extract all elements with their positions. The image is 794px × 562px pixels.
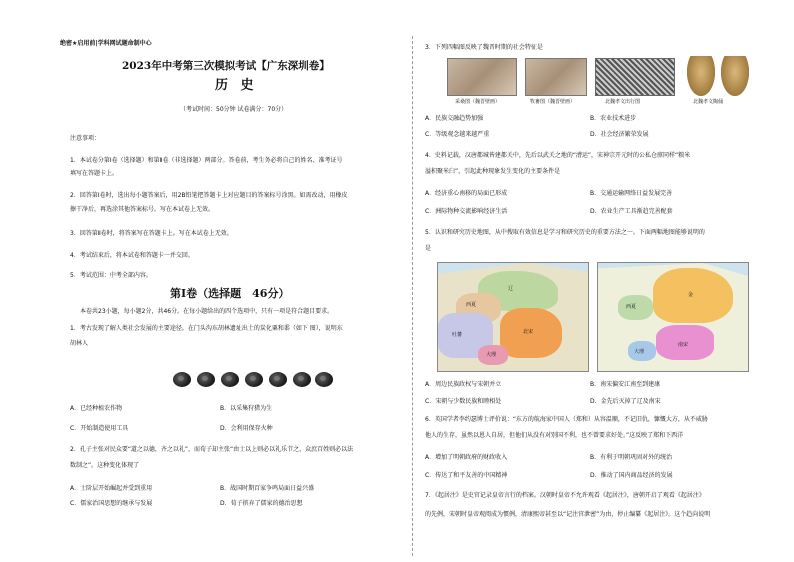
pottery-figurine-image	[721, 56, 749, 96]
map-label: 南宋	[678, 342, 689, 348]
exam-title: 2023年中考第三次模拟考试【广东深圳卷】	[122, 60, 330, 72]
question-4-stem: 4．史料记载，汉唐都城皆建都关中，先后以武关之地的“漕运”，宋神宗开元时的公私仓廪同样“粮米	[425, 152, 691, 159]
option-b[interactable]: B．有利于明朝巩固对外的统治	[590, 454, 673, 461]
note-line: 1．本试卷分第Ⅰ卷（选择题）和第Ⅱ卷（非选择题）两部分。答卷前，考生务必将自己的姓名、准考证号	[70, 157, 343, 164]
song-liao-map	[437, 262, 589, 372]
option-d[interactable]: D．会利用保存火种	[220, 425, 273, 432]
question-5-stem: 是	[425, 245, 432, 252]
option-a[interactable]: A．增加了明朝政府的财政收入	[425, 454, 508, 461]
option-c[interactable]: C．开始制造使用工具	[70, 425, 129, 432]
option-b[interactable]: B．农业技术进步	[590, 115, 637, 122]
option-b[interactable]: B．交通运输网络日益发展完善	[590, 190, 673, 197]
option-d[interactable]: D．社会经济繁荣发展	[590, 131, 649, 138]
option-a[interactable]: A．士阶层开始崛起并受到重用	[70, 485, 153, 492]
notes-heading: 注意事项：	[70, 135, 101, 142]
question-1-stem: 胡林人	[70, 340, 89, 347]
map-label: 西夏	[466, 302, 477, 308]
note-line: 填写在答题卡上。	[70, 170, 119, 177]
map-label: 金	[688, 292, 694, 298]
image-caption: 北魏孝文陶俑	[693, 99, 724, 105]
option-b[interactable]: B．南宋偏安江南至到建康	[590, 381, 661, 388]
option-c[interactable]: C．宋朝与少数民族和睦相处	[425, 398, 502, 405]
grain-photo	[173, 372, 191, 387]
question-7-stem: 的先例，宋朝时皇帝观阅成为惯例，清康熙帝甚至以“记注官泄密”为由，停止编纂《起居注》。这个趋向说明	[425, 511, 711, 518]
map-label: 吐蕃	[452, 332, 463, 338]
column-divider	[412, 36, 414, 556]
question-4-stem: 溢积聚米臼”，引起此种现象发生变化的主要条件是	[425, 168, 561, 175]
option-c[interactable]: C．等级观念越来越严重	[425, 131, 490, 138]
section-title: 第Ⅰ卷（选择题 46分）	[170, 287, 290, 300]
subject-title: 历 史	[215, 78, 258, 93]
option-c[interactable]: C．洲际物种交流影响经济生活	[425, 208, 508, 215]
image-caption: 北魏孝文出行图	[605, 99, 641, 105]
grain-photo	[197, 372, 215, 387]
pottery-figurine-image	[687, 56, 715, 96]
option-d[interactable]: D．推动了国内商品经济的发展	[590, 472, 673, 479]
question-5-stem: 5．认识和研究历史地图，从中搜取有效信息是学习和研究历史的重要方法之一。下面两幅地图能够说明的	[425, 229, 705, 236]
map-label: 北宋	[523, 329, 534, 335]
grain-photo	[315, 372, 333, 387]
map-label: 西夏	[626, 304, 637, 310]
note-line: 5．考试范围：中考全部内容。	[70, 272, 152, 279]
image-caption: 采桑图（魏晋壁画）	[455, 99, 501, 105]
option-d[interactable]: D．农业生产工具渐趋完善配套	[590, 208, 673, 215]
grain-photo	[221, 372, 239, 387]
option-d[interactable]: D．金先后灭掉了辽及南宋	[590, 398, 661, 405]
carbonized-grain-image	[173, 370, 333, 390]
right-column	[425, 0, 760, 562]
option-a[interactable]: A．已经种植农作物	[70, 405, 123, 412]
question-7-stem: 7．《起居注》是史官记录皇帝言行的档案。汉朝时皇帝不允许观看《起居注》，唐朝开启了观看《起居注》	[425, 492, 705, 499]
exam-info: （考试时间：50分钟 试卷满分：70分）	[180, 106, 288, 113]
note-line: 3．回答第Ⅱ卷时，将答案写在答题卡上。写在本试卷上无效。	[70, 230, 233, 237]
song-jin-map	[597, 262, 749, 372]
procession-relief-image	[595, 58, 675, 96]
map-label: 辽	[508, 286, 514, 292]
option-c[interactable]: C．儒家治国思想的继承与发展	[70, 500, 153, 507]
question-2-stem: 数制之”。这种变化体现了	[70, 462, 140, 469]
question-1-stem: 1．考古发现了解人类社会发展的主要途径。在门头沟东胡林遗址出土的炭化粟和黍（如下 图），说明东	[70, 325, 343, 332]
left-column	[60, 0, 400, 562]
option-d[interactable]: D．荀子摈弃了儒家的德治思想	[220, 500, 303, 507]
note-line: 擦干净后，再选涂其他答案标号。写在本试卷上无效。	[70, 206, 215, 213]
grain-photo	[269, 372, 287, 387]
grain-photo	[293, 372, 311, 387]
watermark-text: 绝密★启用前|学科网试题命制中心	[60, 40, 152, 47]
map-label: 大理	[486, 352, 497, 358]
grain-photo	[245, 372, 263, 387]
option-a[interactable]: A．经济重心南移的局面已形成	[425, 190, 508, 197]
option-a[interactable]: A．周边民族政权与宋朝并立	[425, 381, 502, 388]
herding-mural-image	[525, 58, 587, 96]
sericulture-mural-image	[447, 58, 517, 96]
option-b[interactable]: B．以采集狩猎为生	[220, 405, 273, 412]
question-2-stem: 2．孔子主张对民众要“道之以德，齐之以礼”，而荀子却主张“由士以上则必以礼乐节之，众庶百姓则必以法	[70, 446, 354, 453]
option-b[interactable]: B．战国时期百家争鸣局面日益兴盛	[220, 485, 315, 492]
question-3-stem: 3．下列四幅图反映了魏晋时期的社会特征是	[425, 44, 543, 51]
note-line: 2．回答第Ⅰ卷时，选出每小题答案后，用2B铅笔把答题卡上对应题目的答案标号涂黑。如需改动，用橡皮	[70, 192, 348, 199]
question-6-stem: 6．英国学者李约瑟博士评价说：“东方的航海家中国人（郑和）从容温顺，不记旧仇，慷慨大方，从不威胁	[425, 416, 708, 423]
note-line: 4．考试结束后，将本试卷和答题卡一并交回。	[70, 252, 194, 259]
option-a[interactable]: A．民族交融趋势加强	[425, 115, 484, 122]
map-label: 大理	[634, 349, 645, 355]
image-caption: 牧畜图（魏晋壁画）	[530, 99, 576, 105]
section-intro: 本卷共23小题，每小题2分，共46分。在每小题给出的四个选项中，只有一项是符合题目要求。	[80, 308, 334, 315]
question-6-stem: 他人的生存，虽然以恩人自居，但他们从没有对别国不利，也不曾要求好处。”这反映了郑和下西洋	[425, 432, 684, 439]
option-c[interactable]: C．传达了和平友善的中国精神	[425, 472, 508, 479]
